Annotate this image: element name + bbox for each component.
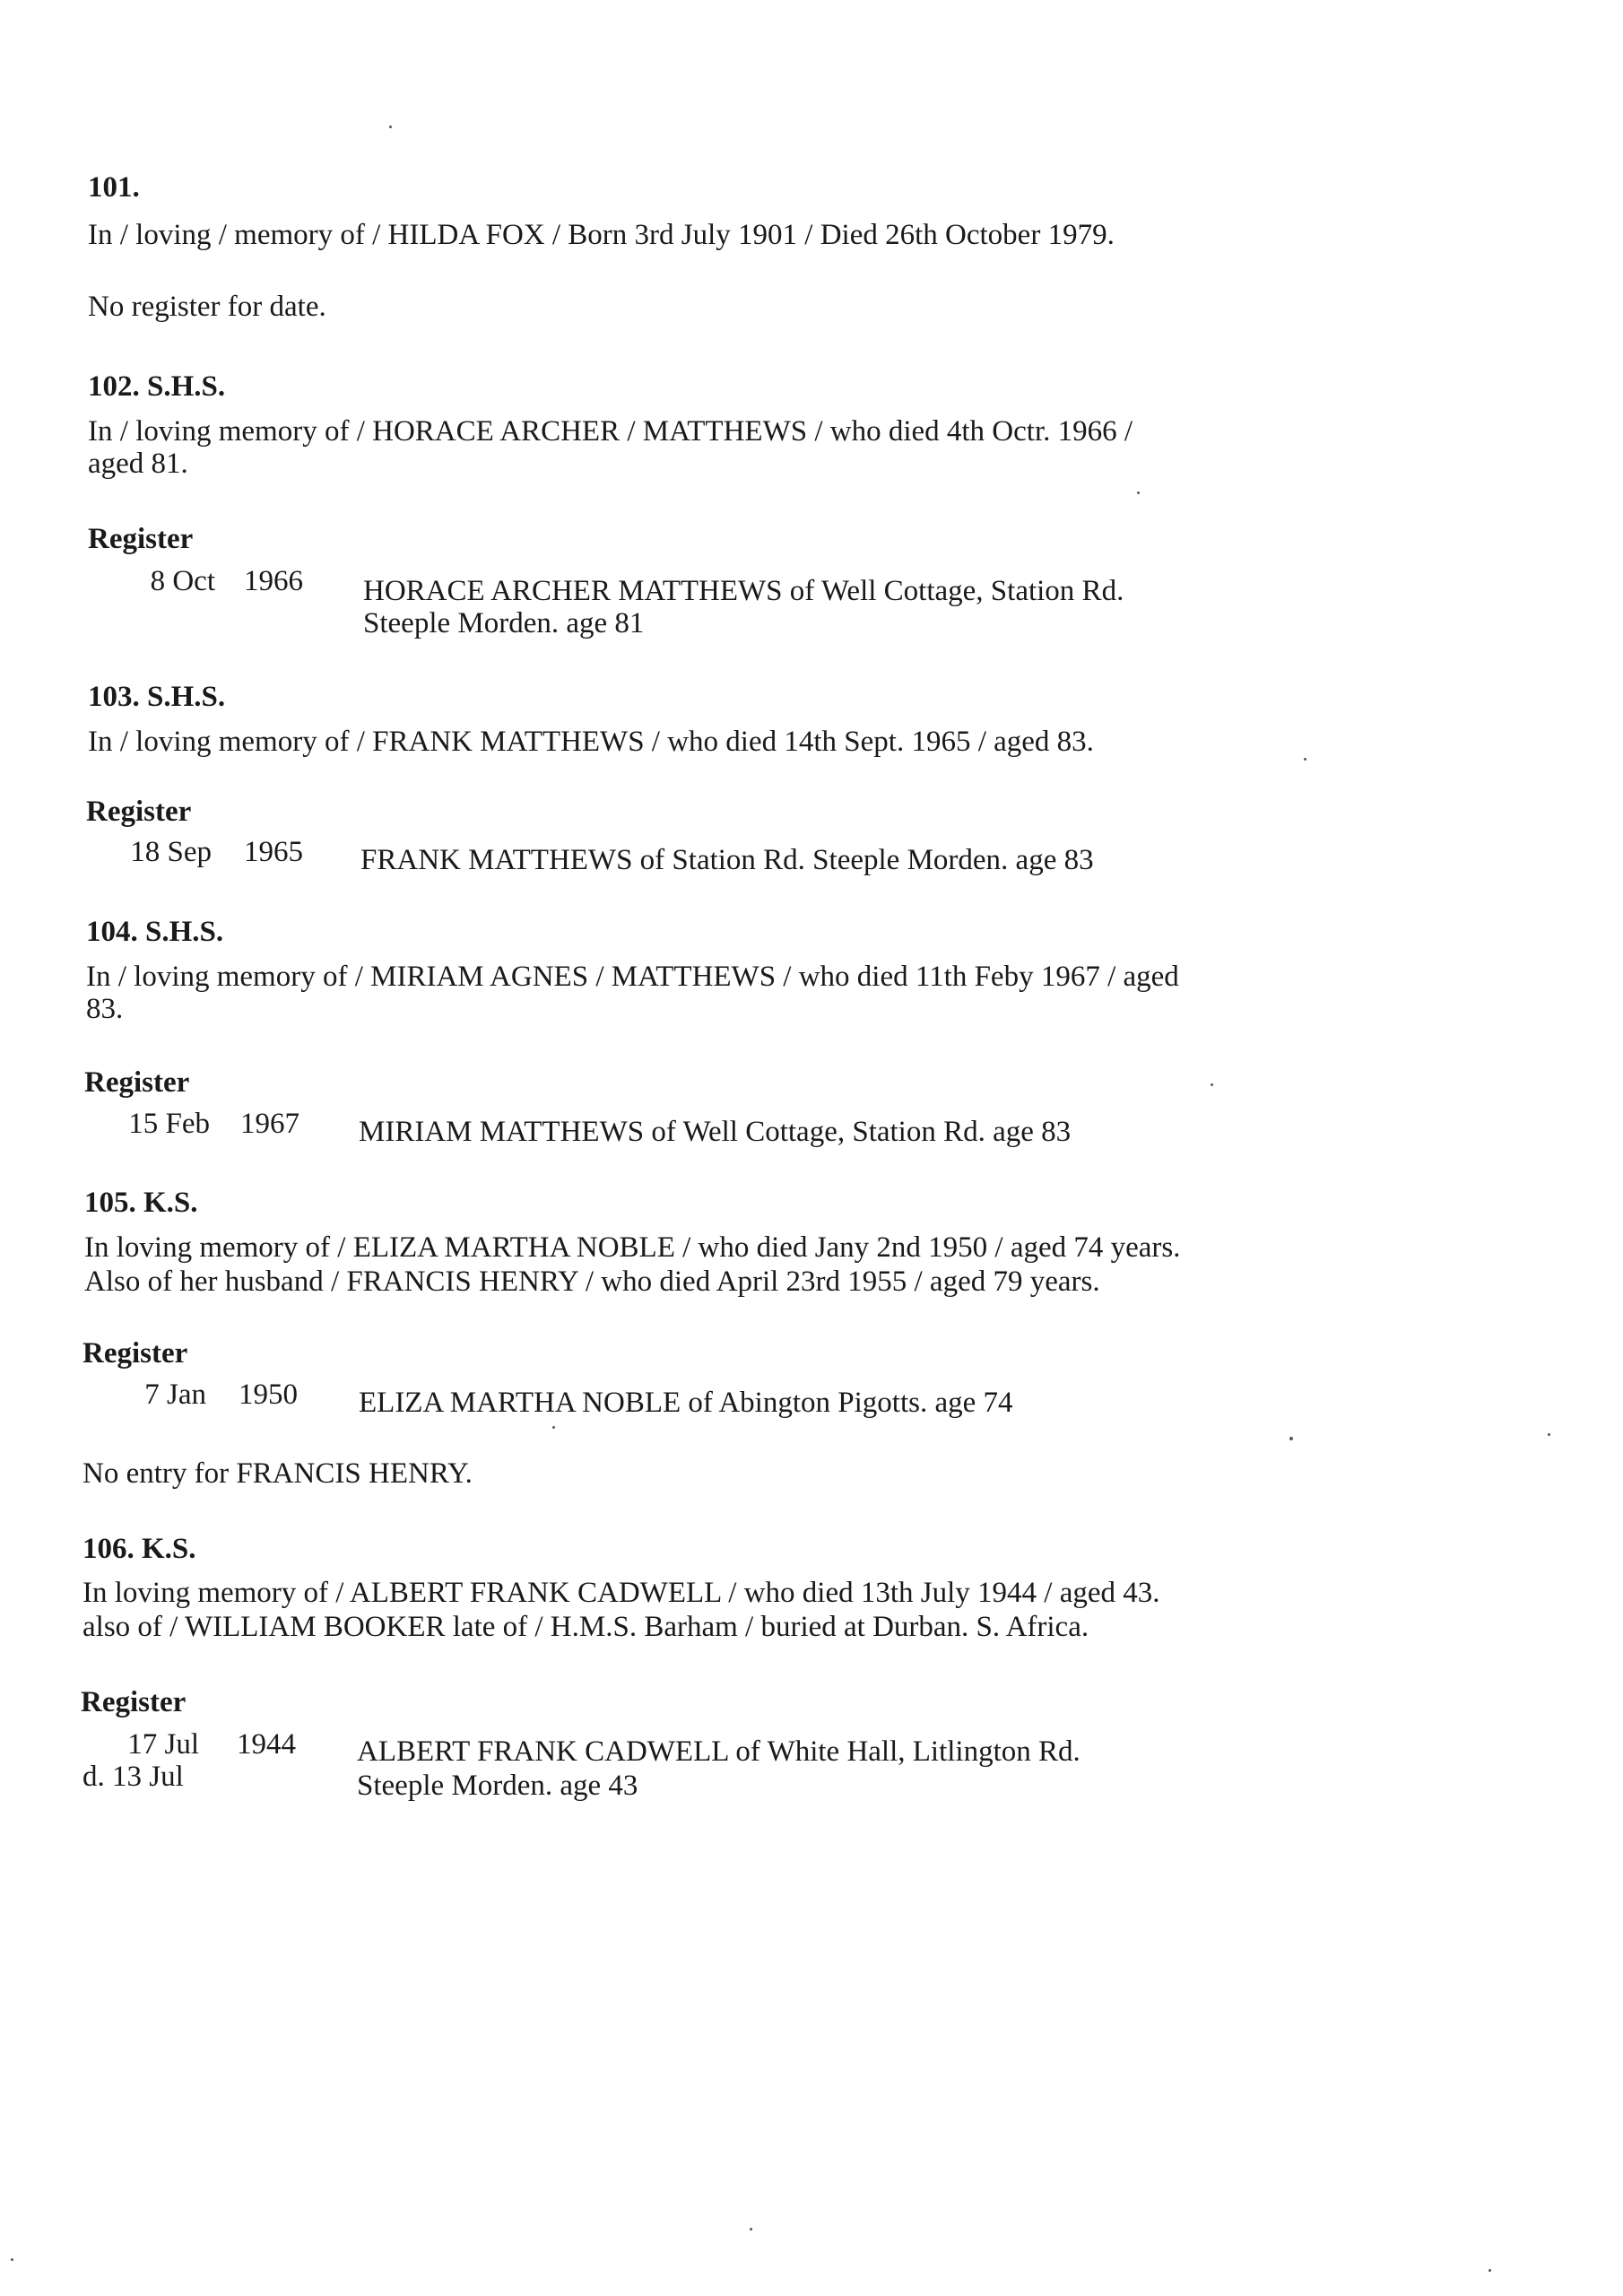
entry-102-register-label: Register [88, 523, 194, 555]
scan-speck [1304, 758, 1306, 761]
scan-speck [552, 1426, 555, 1429]
entry-105-inscription-line-1: In loving memory of / ELIZA MARTHA NOBLE / who died Jany 2nd 1950 / aged 74 years. [84, 1231, 1181, 1264]
entry-106-register-date-1: 17 Jul [127, 1728, 199, 1761]
entry-104-register-label: Register [84, 1066, 190, 1099]
entry-105-heading: 105. K.S. [84, 1187, 198, 1219]
entry-104-register-text: MIRIAM MATTHEWS of Well Cottage, Station Rd. age 83 [359, 1116, 1072, 1148]
scan-speck [750, 2228, 752, 2231]
entry-102-inscription-line-2: aged 81. [88, 448, 188, 480]
entry-103-register-text: FRANK MATTHEWS of Station Rd. Steeple Morden. age 83 [360, 844, 1094, 876]
entry-106-inscription-line-1: In loving memory of / ALBERT FRANK CADWELL / who died 13th July 1944 / aged 43. [82, 1577, 1160, 1609]
scan-speck [1289, 1437, 1293, 1440]
entry-105-register-year: 1950 [239, 1378, 298, 1411]
entry-106-register-text-2: Steeple Morden. age 43 [357, 1770, 638, 1802]
entry-102-register-text-1: HORACE ARCHER MATTHEWS of Well Cottage, Station Rd. [363, 575, 1124, 607]
entry-105-register-date: 7 Jan [144, 1378, 206, 1411]
entry-102-register-text-2: Steeple Morden. age 81 [363, 607, 645, 639]
entry-103-register-year: 1965 [244, 836, 303, 868]
entry-104-register-year: 1967 [240, 1108, 299, 1140]
entry-106-register-text-1: ALBERT FRANK CADWELL of White Hall, Litlington Rd. [357, 1735, 1081, 1768]
entry-103-inscription: In / loving memory of / FRANK MATTHEWS / who died 14th Sept. 1965 / aged 83. [88, 726, 1094, 758]
entry-102-register-date: 8 Oct [150, 565, 215, 597]
entry-105-register-text: ELIZA MARTHA NOBLE of Abington Pigotts. age 74 [359, 1387, 1013, 1419]
entry-103-register-date: 18 Sep [130, 836, 212, 868]
scan-speck [389, 126, 392, 128]
entry-105-inscription-line-2: Also of her husband / FRANCIS HENRY / who died April 23rd 1955 / aged 79 years. [84, 1265, 1100, 1298]
scan-speck [1488, 2269, 1491, 2272]
entry-104-heading: 104. S.H.S. [86, 916, 224, 948]
entry-101-note: No register for date. [88, 291, 326, 323]
entry-102-register-year: 1966 [244, 565, 303, 597]
entry-101-inscription: In / loving / memory of / HILDA FOX / Born 3rd July 1901 / Died 26th October 1979. [88, 219, 1115, 251]
entry-101-heading: 101. [88, 171, 140, 204]
entry-102-inscription-line-1: In / loving memory of / HORACE ARCHER / MATTHEWS / who died 4th Octr. 1966 / [88, 415, 1133, 448]
entry-105-note: No entry for FRANCIS HENRY. [82, 1457, 473, 1490]
entry-104-inscription-line-2: 83. [86, 993, 124, 1025]
entry-103-heading: 103. S.H.S. [88, 681, 226, 713]
entry-103-register-label: Register [86, 796, 192, 828]
entry-106-register-date-2: d. 13 Jul [82, 1761, 184, 1793]
scan-speck [1211, 1083, 1213, 1086]
entry-106-register-label: Register [81, 1686, 187, 1718]
entry-106-heading: 106. K.S. [82, 1533, 196, 1565]
entry-102-heading: 102. S.H.S. [88, 370, 226, 403]
entry-104-inscription-line-1: In / loving memory of / MIRIAM AGNES / MATTHEWS / who died 11th Feby 1967 / aged [86, 961, 1179, 993]
entry-104-register-date: 15 Feb [128, 1108, 210, 1140]
scan-speck [1137, 491, 1140, 494]
scan-speck [11, 2258, 13, 2261]
entry-106-register-year: 1944 [237, 1728, 296, 1761]
scan-speck [1548, 1433, 1550, 1436]
entry-106-inscription-line-2: also of / WILLIAM BOOKER late of / H.M.S. Barham / buried at Durban. S. Africa. [82, 1611, 1089, 1643]
entry-105-register-label: Register [82, 1337, 188, 1370]
